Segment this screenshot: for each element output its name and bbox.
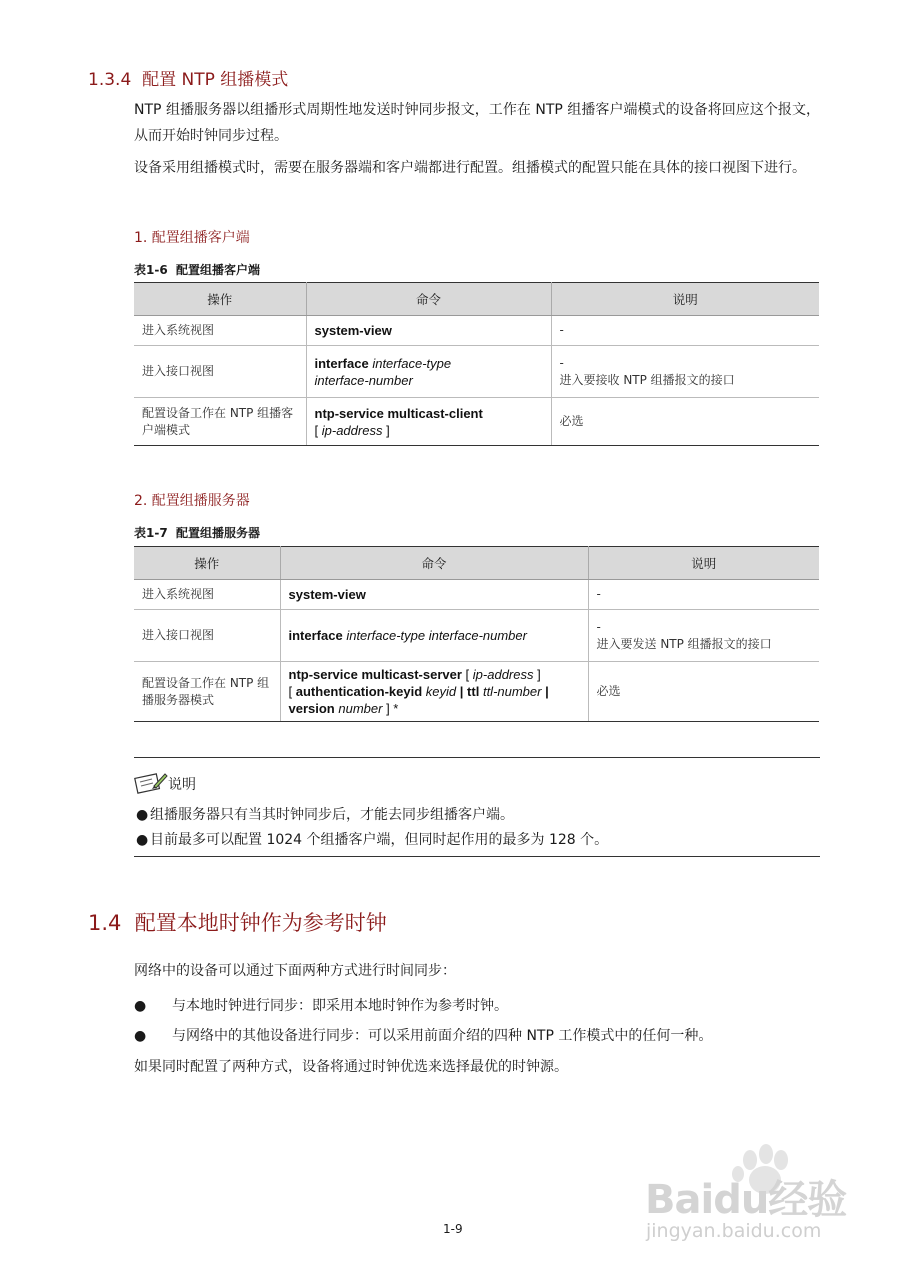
cell-description [551, 346, 819, 398]
table-header-row [134, 283, 819, 316]
subsection-heading-server: 2. 配置组播服务器 [134, 493, 250, 509]
bullet-dot: ● [134, 1028, 147, 1044]
table-row [134, 610, 819, 662]
header-command: 命令 [280, 547, 588, 580]
list-item [134, 1025, 712, 1045]
section-number: 1.3.4 [88, 70, 132, 90]
bullet-dot: ● [136, 807, 149, 823]
command-bracket: [ [314, 422, 319, 438]
table-header-row [134, 547, 819, 580]
section-title: 配置 NTP 组播模式 [142, 70, 289, 90]
section-heading-1-4 [88, 907, 387, 937]
note-item-text: 目前最多可以配置 1024 个组播客户端，但同时起作用的最多为 128 个。 [150, 832, 609, 848]
note-item [136, 804, 514, 824]
paragraph-multicast-config: 设备采用组播模式时，需要在服务器端和客户端都进行配置。组播模式的配置只能在具体的接口视图下进行。 [134, 160, 806, 176]
caption-number: 表1-7 [134, 526, 168, 540]
command-param: interface-number [314, 372, 413, 388]
command-keyword: authentication-keyid [295, 684, 423, 699]
cell-operation: 进入系统视图 [134, 316, 306, 346]
command-keyword: ntp-service multicast-client [314, 405, 483, 421]
watermark-url: jingyan.baidu.com [646, 1220, 822, 1242]
command-bracket: ] [386, 422, 390, 438]
command-keyword: system-view [288, 587, 366, 602]
command-param: ttl-number [482, 684, 542, 699]
header-description: 说明 [588, 547, 819, 580]
description-line: - [596, 619, 601, 634]
paragraph-sync-intro: 网络中的设备可以通过下面两种方式进行时间同步： [134, 963, 456, 979]
header-operation: 操作 [134, 547, 280, 580]
table-row [134, 346, 819, 398]
list-item-text: 与网络中的其他设备进行同步：可以采用前面介绍的四种 NTP 工作模式中的任何一种。 [172, 1028, 713, 1044]
header-command: 命令 [306, 283, 551, 316]
cell-description: - [588, 580, 819, 610]
cell-description: 必选 [588, 662, 819, 722]
command-keyword: interface [288, 628, 343, 643]
note-header [134, 770, 196, 798]
command-keyword: version [288, 701, 335, 716]
description-line: 进入要发送 NTP 组播报文的接口 [596, 636, 772, 651]
cell-command [306, 316, 551, 346]
table-multicast-server [134, 546, 819, 722]
caption-text: 配置组播客户端 [176, 263, 261, 277]
cell-command [280, 580, 588, 610]
command-param: keyid [425, 684, 457, 699]
command-keyword: interface [314, 355, 369, 371]
cell-command [306, 398, 551, 446]
cell-description [588, 610, 819, 662]
command-param: ip-address [472, 667, 534, 682]
cell-description: - [551, 316, 819, 346]
page-number: 1-9 [443, 1222, 463, 1236]
description-line: - [559, 355, 564, 370]
command-param: number [338, 701, 383, 716]
table-row [134, 580, 819, 610]
watermark-brand: Baidu经验 [645, 1177, 847, 1223]
table-row [134, 662, 819, 722]
cell-operation: 进入系统视图 [134, 580, 280, 610]
command-bracket: [ [288, 684, 293, 699]
section-title: 配置本地时钟作为参考时钟 [134, 911, 387, 935]
caption-text: 配置组播服务器 [176, 526, 261, 540]
cell-operation: 配置设备工作在 NTP 组播客户端模式 [134, 398, 306, 446]
note-item-text: 组播服务器只有当其时钟同步后，才能去同步组播客户端。 [150, 807, 514, 823]
command-keyword: ttl [467, 684, 480, 699]
command-bracket: ] * [386, 701, 399, 716]
list-item [134, 995, 508, 1015]
list-item-text: 与本地时钟进行同步：即采用本地时钟作为参考时钟。 [172, 998, 508, 1014]
table-caption-1-6 [134, 261, 260, 278]
cell-command [280, 662, 588, 722]
cell-command [306, 346, 551, 398]
note-label: 说明 [168, 777, 196, 793]
note-box [134, 757, 820, 857]
cell-operation: 配置设备工作在 NTP 组播服务器模式 [134, 662, 280, 722]
command-param: interface-type interface-number [346, 628, 527, 643]
section-heading-1-3-4 [88, 65, 288, 90]
command-keyword: ntp-service multicast-server [288, 667, 462, 682]
cell-operation: 进入接口视图 [134, 610, 280, 662]
table-row [134, 316, 819, 346]
note-pencil-icon [134, 770, 168, 798]
table-multicast-client [134, 282, 819, 446]
table-caption-1-7 [134, 524, 260, 541]
cell-description: 必选 [551, 398, 819, 446]
subsection-heading-client: 1. 配置组播客户端 [134, 230, 250, 246]
note-item [136, 829, 608, 849]
command-keyword: system-view [314, 323, 392, 338]
header-operation: 操作 [134, 283, 306, 316]
cell-command [280, 610, 588, 662]
paragraph-closing: 如果同时配置了两种方式，设备将通过时钟优选来选择最优的时钟源。 [134, 1059, 568, 1075]
command-separator: | [459, 684, 464, 699]
table-row [134, 398, 819, 446]
bullet-dot: ● [136, 832, 149, 848]
command-bracket: [ [465, 667, 470, 682]
baidu-watermark [640, 1140, 865, 1250]
header-description: 说明 [551, 283, 819, 316]
caption-number: 表1-6 [134, 263, 168, 277]
cell-operation: 进入接口视图 [134, 346, 306, 398]
command-separator: | [545, 684, 549, 699]
bullet-dot: ● [134, 998, 147, 1014]
section-number: 1.4 [88, 911, 122, 935]
command-param: interface-type [372, 355, 452, 371]
command-bracket: ] [537, 667, 541, 682]
command-param: ip-address [321, 422, 383, 438]
description-line: 进入要接收 NTP 组播报文的接口 [559, 372, 735, 387]
paragraph-multicast-intro: NTP 组播服务器以组播形式周期性地发送时钟同步报文，工作在 NTP 组播客户端模式的设备将回应这个报文，从而开始时钟同步过程。 [134, 102, 820, 144]
